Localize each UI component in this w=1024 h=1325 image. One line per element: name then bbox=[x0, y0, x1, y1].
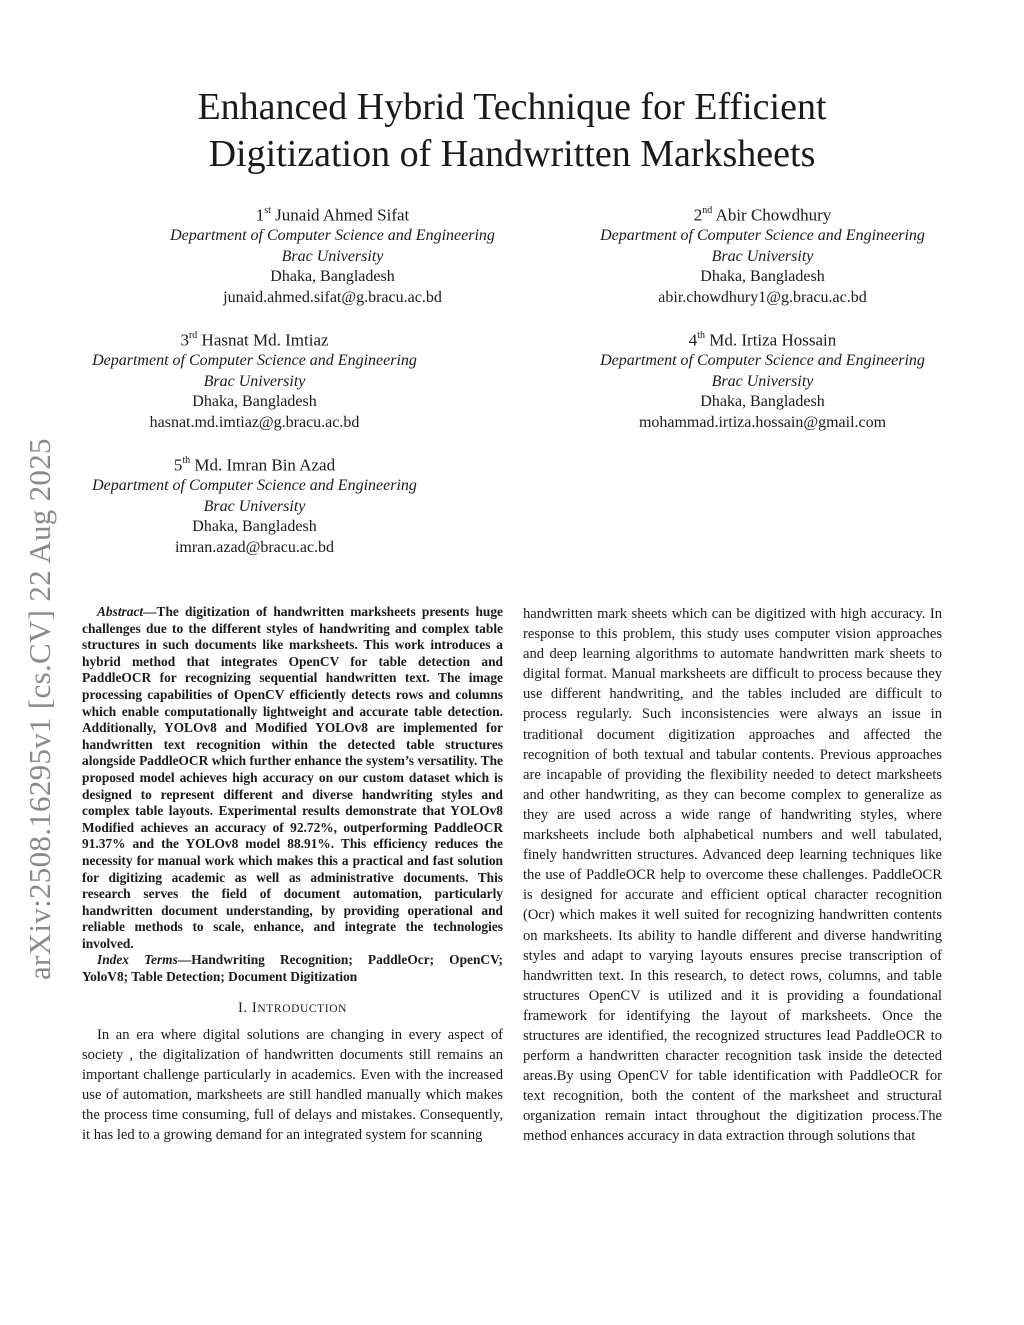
author-ordinal: 4 bbox=[688, 330, 698, 350]
index-terms-label: Index Terms bbox=[97, 952, 178, 968]
author-city: Dhaka, Bangladesh bbox=[700, 393, 825, 411]
intro-paragraph-left: In an era where digital solutions are changing in every aspect of society , the digitalization of handwritten documents still remains an important challenge particularly in academics. Even with the increased use of automation, marksheets are still handled manually which makes the process time consuming, full of delays and mistakes. Consequently, it has led to a growing demand for an integrated system for scanning bbox=[82, 1026, 503, 1144]
author-name: Abir Chowdhury bbox=[715, 205, 832, 225]
author-department: Department of Computer Science and Engineering bbox=[600, 352, 925, 370]
author-block-5 bbox=[62, 452, 447, 558]
section-number: I. bbox=[237, 999, 248, 1016]
author-university: Brac University bbox=[711, 247, 814, 265]
paper-title bbox=[100, 84, 924, 178]
author-university: Brac University bbox=[281, 247, 384, 265]
section-heading-introduction bbox=[82, 998, 503, 1019]
author-email[interactable]: mohammad.irtiza.hossain@gmail.com bbox=[638, 413, 887, 431]
author-ordinal: 5 bbox=[173, 455, 183, 475]
author-city: Dhaka, Bangladesh bbox=[700, 268, 825, 286]
author-name: Md. Imran Bin Azad bbox=[194, 455, 336, 475]
author-ordinal: 1 bbox=[255, 205, 265, 225]
author-block-3 bbox=[62, 327, 447, 433]
author-name: Hasnat Md. Imtiaz bbox=[201, 330, 329, 350]
abstract-label: Abstract bbox=[97, 604, 144, 619]
author-department: Department of Computer Science and Engineering bbox=[170, 227, 495, 245]
intro-paragraph-right: handwritten mark sheets which can be digitized with high accuracy. In response to this problem, this study uses computer vision approaches and deep learning algorithms to automate handwritten mark sheets to digital format. Manual marksheets are difficult to process because they use different handwriting, and the tables included are difficult to process regularly. Such inconsistencies were always an issue in traditional document digitization approaches and affected the recognition of both textual and tabular contents. Previous approaches are incapable of providing the flexibility needed to detect marksheets and other handwriting, as they can become complex to generalize as they are used across a wide range of handwriting styles, where marksheets include both alphabetical numbers and well tabulated, finely handwritten structures. Advanced deep learning techniques like the use of PaddleOCR help to overcome these challenges. PaddleOCR is designed for accurate and efficient optical character recognition (Ocr) which makes it well suited for recognizing handwritten contents on marksheets. Its ability to handle different and diverse handwriting styles and adapt to varying layouts ensures precise transcription of handwritten text. In this research, to detect rows, columns, and table structures OpenCV is utilized and it is providing a foundational framework for identifying the layout of marksheets. Once the structures are identified, the recognized structures lead PaddleOCR to perform a handwritten character recognition task inside the detected areas.By using OpenCV for table identification with PaddleOCR for text recognition, both the content of the marksheet and structural organization remain intact throughout the digitization process.The method enhances accuracy in data extraction through solutions that bbox=[523, 606, 942, 1145]
author-city: Dhaka, Bangladesh bbox=[192, 518, 317, 536]
author-ordinal: 3 bbox=[180, 330, 189, 350]
left-column bbox=[82, 604, 503, 1145]
author-ordinal-suffix: st bbox=[264, 205, 271, 216]
author-university: Brac University bbox=[203, 372, 306, 390]
index-terms-text: —Handwriting Recognition; PaddleOcr; OpenCV; YoloV8; Table Detection; Document Digitization bbox=[82, 952, 504, 985]
author-email[interactable]: hasnat.md.imtiaz@g.bracu.ac.bd bbox=[149, 413, 360, 431]
author-department: Department of Computer Science and Engineering bbox=[600, 227, 925, 245]
author-ordinal-suffix: rd bbox=[188, 330, 198, 341]
author-city: Dhaka, Bangladesh bbox=[270, 268, 395, 286]
section-title-initial: I bbox=[251, 999, 258, 1016]
section-title-rest: NTRODUCTION bbox=[257, 1002, 348, 1015]
author-city: Dhaka, Bangladesh bbox=[192, 393, 317, 411]
author-ordinal-suffix: th bbox=[182, 455, 191, 466]
author-ordinal: 2 bbox=[693, 205, 703, 225]
author-block-2 bbox=[570, 202, 955, 308]
author-block-4 bbox=[570, 327, 955, 433]
author-ordinal-suffix: nd bbox=[702, 205, 713, 216]
arxiv-side-stamp: arXiv:2508.16295v1 [cs.CV] 22 Aug 2025 bbox=[22, 438, 57, 980]
author-email[interactable]: imran.azad@bracu.ac.bd bbox=[174, 538, 335, 556]
abstract bbox=[82, 604, 503, 952]
right-column bbox=[523, 604, 942, 1147]
author-university: Brac University bbox=[203, 497, 306, 515]
author-department: Department of Computer Science and Engineering bbox=[92, 477, 417, 495]
title-line-1: Enhanced Hybrid Technique for Efficient bbox=[197, 86, 827, 128]
author-university: Brac University bbox=[711, 372, 814, 390]
author-department: Department of Computer Science and Engineering bbox=[92, 352, 417, 370]
index-terms bbox=[82, 952, 503, 985]
author-email[interactable]: junaid.ahmed.sifat@g.bracu.ac.bd bbox=[223, 288, 442, 306]
author-block-1 bbox=[140, 202, 525, 308]
abstract-text: —The digitization of handwritten marksheets presents huge challenges due to the different styles of handwriting and complex table structures in such documents like marksheets. This work introduces a hybrid method that integrates OpenCV for table detection and PaddleOCR for recognizing sequential handwritten text. The image processing capabilities of OpenCV efficiently detects rows and columns which enable computationally lightweight and accurate table detection. Additionally, YOLOv8 and Modified YOLOv8 are implemented for handwritten text recognition within the detected table structures alongside PaddleOCR which further enhance the system’s versatility. The proposed model achieves high accuracy on our custom dataset which is designed to represent different and diverse handwriting styles and complex table layouts. Experimental results demonstrate that YOLOv8 Modified achieves an accuracy of 92.72%, outperforming PaddleOCR 91.37% and the YOLOv8 model 88.91%. This efficiency reduces the necessity for manual work which makes this a practical and fast solution for digitizing academic as well as administrative documents. This research serves the field of document automation, particularly handwritten document understanding, by providing operational and reliable methods to scale, enhance, and integrate the technologies involved. bbox=[82, 604, 503, 951]
author-ordinal-suffix: th bbox=[697, 330, 705, 341]
author-name: Junaid Ahmed Sifat bbox=[275, 205, 410, 225]
author-email[interactable]: abir.chowdhury1@g.bracu.ac.bd bbox=[658, 288, 867, 306]
author-name: Md. Irtiza Hossain bbox=[709, 330, 837, 350]
title-line-2: Digitization of Handwritten Marksheets bbox=[208, 133, 816, 175]
